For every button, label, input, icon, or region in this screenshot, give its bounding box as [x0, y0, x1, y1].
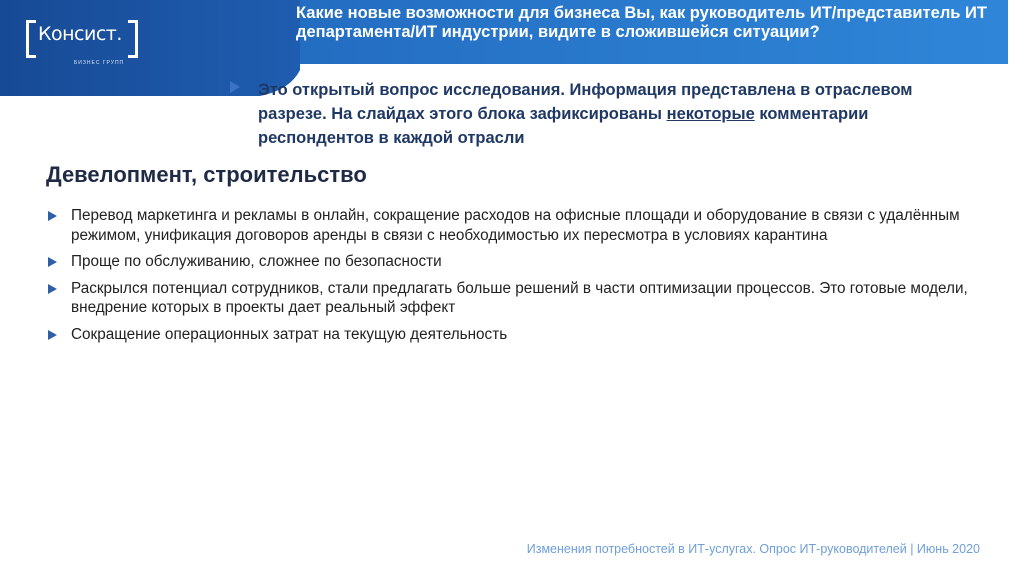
comment-item [46, 206, 986, 245]
slide-question-title: Какие новые возможности для бизнеса Вы, как руководитель ИТ/представитель ИТ департамента/ИТ индустрии, видите в сложившейся ситуации? [296, 4, 987, 41]
intro-text-end: комментарии респондентов в каждой отрасли [258, 105, 869, 147]
intro-text [258, 78, 950, 150]
logo-subtitle: БИЗНЕС ГРУПП [74, 60, 125, 66]
company-logo [26, 18, 138, 66]
footer-caption: Изменения потребностей в ИТ-услугах. Опрос ИТ-руководителей | Июнь 2020 [526, 542, 980, 556]
comment-text: Перевод маркетинга и рекламы в онлайн, сокращение расходов на офисные площади и оборудование в связи с удалённым режимом, унификация договоров аренды в связи с необходимостью их пересмотра в условиях карантина [71, 207, 960, 244]
logo-bracket-left [26, 20, 36, 58]
bullet-icon [48, 257, 57, 267]
comment-text: Проще по обслуживанию, сложнее по безопасности [71, 253, 442, 270]
logo-text: Консист. [38, 23, 122, 45]
bullet-icon [48, 284, 57, 294]
comment-item [46, 325, 986, 345]
intro-underlined-word: некоторые [666, 105, 755, 123]
comment-item [46, 252, 986, 272]
bullet-icon [48, 330, 57, 340]
intro-note [230, 78, 950, 150]
intro-text-start: Это открытый вопрос исследования. Информация представлена в отраслевом разрезе. На слайдах этого блока зафиксированы [258, 81, 913, 123]
section-title: Девелопмент, строительство [46, 162, 367, 187]
comment-text: Сокращение операционных затрат на текущую деятельность [71, 325, 508, 343]
bullet-icon [48, 211, 57, 221]
comment-list [46, 206, 986, 351]
comment-item [46, 279, 986, 318]
intro-bullet-icon [230, 81, 240, 93]
comment-text: Раскрылся потенциал сотрудников, стали предлагать больше решений в части оптимизации процессов. Это готовые модели, внедрение которых в проекты дает реальный эффект [71, 279, 968, 316]
logo-bracket-right [128, 20, 138, 58]
